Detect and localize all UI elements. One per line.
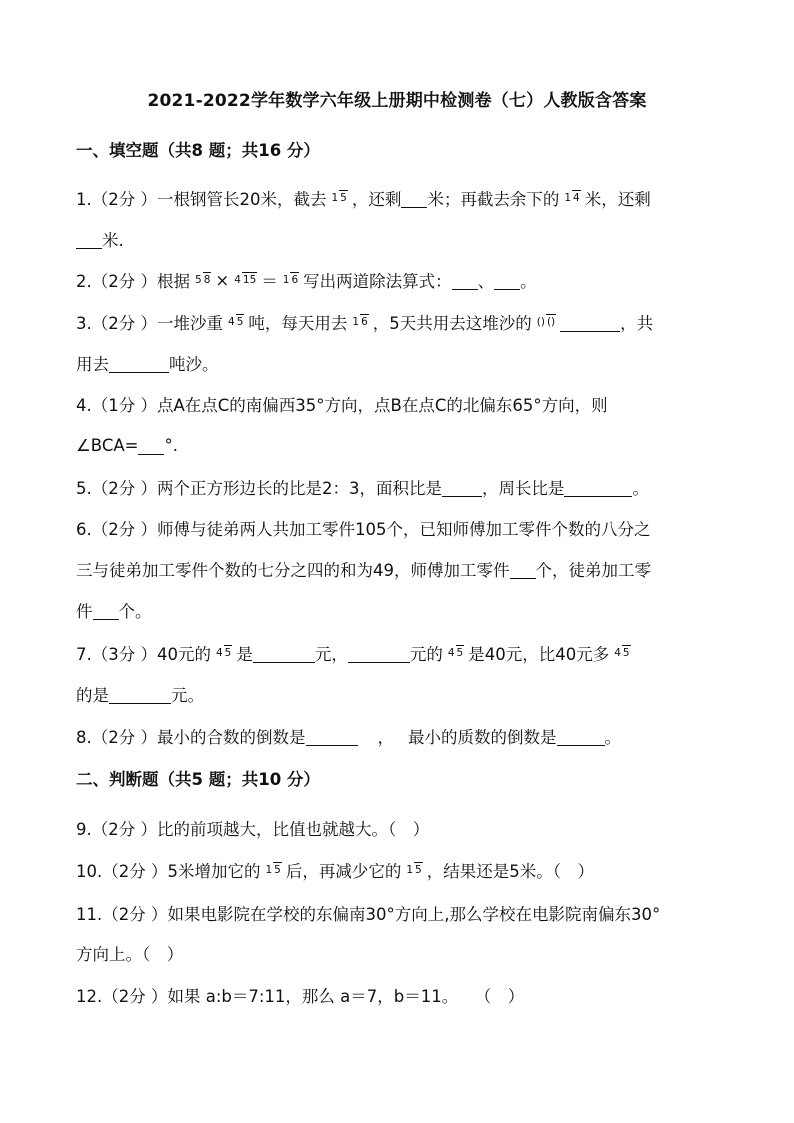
- question-text: 是: [236, 645, 253, 664]
- question-text: 。: [604, 728, 621, 747]
- answer-blank[interactable]: [560, 313, 620, 332]
- question-text: ，: [377, 728, 394, 747]
- question-text: 2.（2分 ）根据: [76, 272, 190, 291]
- question-text: ，还剩: [351, 190, 402, 209]
- question-text: 是40元，比40元多: [468, 645, 610, 664]
- fraction: 1 6: [352, 315, 368, 328]
- question-text: 3.（2分 ）一堆沙重: [76, 314, 223, 333]
- question-text: 米；再截去余下的: [427, 190, 560, 209]
- answer-blank[interactable]: [253, 644, 315, 663]
- fraction: 1 5: [265, 863, 281, 876]
- question-8: [76, 716, 621, 756]
- question-text: ∠BCA=: [76, 435, 139, 455]
- question-12: [76, 975, 524, 1015]
- answer-blank[interactable]: [557, 727, 605, 746]
- equals-sign: ＝: [261, 272, 278, 291]
- answer-blank[interactable]: [109, 354, 169, 373]
- section-heading-fill-in: 一、填空题（共8 题；共16 分）: [76, 141, 320, 160]
- question-text: 12.（2分 ）如果 a:b＝7:11，那么 a＝7，b＝11。 （ ）: [76, 987, 525, 1006]
- question-text: 米，还剩: [584, 190, 651, 209]
- answer-blank[interactable]: [348, 644, 410, 663]
- question-text: 后，再减少它的: [285, 862, 402, 881]
- question-6-continued-2: [76, 590, 152, 630]
- question-text: ，5天共用去这堆沙的: [372, 314, 532, 333]
- question-1: [76, 178, 651, 218]
- question-11: [76, 893, 660, 933]
- fraction: 4 5: [614, 646, 630, 659]
- fraction: 4 5: [447, 646, 464, 659]
- question-text: 个。: [118, 602, 152, 621]
- question-text: 7.（3分 ）40元的: [76, 645, 211, 664]
- question-9: [76, 808, 429, 848]
- question-4-continued: [76, 425, 178, 465]
- answer-blank[interactable]: [401, 189, 427, 208]
- fraction: 5 8: [195, 273, 211, 286]
- question-text: 元的: [409, 645, 443, 664]
- question-text: ，周长比是: [481, 479, 565, 498]
- question-7: [76, 633, 635, 673]
- question-text: 10.（2分 ）5米增加它的: [76, 862, 261, 881]
- question-1-continued: [76, 219, 124, 259]
- fraction: 1 5: [331, 191, 347, 204]
- question-text: 11.（2分 ）如果电影院在学校的东偏南30°方向上,那么学校在电影院南偏东30°: [76, 905, 661, 924]
- answer-blank[interactable]: [138, 436, 164, 455]
- question-4: [76, 384, 608, 424]
- question-text: ，共: [620, 314, 654, 333]
- question-3-continued: [76, 343, 219, 383]
- question-text: 6.（2分 ）师傅与徒弟两人共加工零件105个，已知师傅加工零件个数的八分之: [76, 520, 651, 539]
- answer-blank[interactable]: [564, 478, 632, 497]
- question-text: 最小的质数的倒数是: [408, 728, 557, 747]
- question-text: 。: [520, 272, 537, 291]
- question-text: 5.（2分 ）两个正方形边长的比是2：3，面积比是: [76, 479, 442, 498]
- question-text: 的是: [76, 686, 109, 705]
- question-3: [76, 302, 653, 342]
- question-5: [76, 467, 649, 507]
- question-text: 4.（1分 ）点A在点C的南偏西35°方向，点B在点C的北偏东65°方向，则: [76, 396, 608, 415]
- answer-blank[interactable]: [452, 271, 478, 290]
- question-text: 三与徒弟加工零件个数的七分之四的和为49，师傅加工零件: [76, 561, 510, 580]
- question-text: 元。: [171, 686, 204, 705]
- question-2: [76, 260, 537, 300]
- question-7-continued: [76, 674, 204, 714]
- answer-blank[interactable]: [494, 271, 520, 290]
- answer-blank[interactable]: [76, 230, 102, 249]
- question-text: 9.（2分 ）比的前项越大，比值也就越大。（ ）: [76, 820, 430, 839]
- question-text: °.: [164, 435, 178, 455]
- fraction: 1 4: [564, 191, 580, 204]
- answer-blank[interactable]: [510, 560, 536, 579]
- question-text: 吨沙。: [169, 355, 219, 374]
- fraction-placeholder: () (): [536, 315, 556, 328]
- question-text: 方向上。（ ）: [76, 945, 184, 964]
- question-text: 元，: [314, 645, 348, 664]
- question-6: [76, 508, 650, 548]
- page-title: 2021-2022学年数学六年级上册期中检测卷（七）人教版含答案: [147, 91, 647, 111]
- fraction: 4 5: [215, 646, 232, 659]
- question-text: ，结果还是5米。（ ）: [426, 862, 594, 881]
- multiply-sign: ×: [215, 270, 230, 290]
- question-10: [76, 850, 594, 890]
- question-text: 用去: [76, 355, 109, 374]
- question-text: 件: [76, 602, 93, 621]
- fraction: 4 5: [228, 315, 244, 328]
- fraction: 1 5: [406, 863, 422, 876]
- question-text: 个，徒弟加工零: [535, 561, 651, 580]
- question-text: 米.: [102, 231, 124, 250]
- question-text: 1.（2分 ）一根钢管长20米，截去: [76, 190, 327, 209]
- fraction: 1 6: [282, 273, 299, 286]
- answer-blank[interactable]: [93, 601, 119, 620]
- answer-blank[interactable]: [306, 727, 358, 746]
- question-text: 。: [632, 479, 649, 498]
- section-heading-true-false: 二、判断题（共5 题；共10 分）: [76, 770, 320, 789]
- question-text: 吨，每天用去: [248, 314, 348, 333]
- answer-blank[interactable]: [442, 478, 482, 497]
- question-6-continued: [76, 549, 651, 589]
- answer-blank[interactable]: [109, 685, 171, 704]
- question-text: 8.（2分 ）最小的合数的倒数是: [76, 728, 306, 747]
- question-11-continued: [76, 933, 183, 973]
- question-text: 写出两道除法算式：: [303, 272, 452, 291]
- fraction: 4 15: [234, 273, 257, 286]
- separator: 、: [477, 272, 495, 291]
